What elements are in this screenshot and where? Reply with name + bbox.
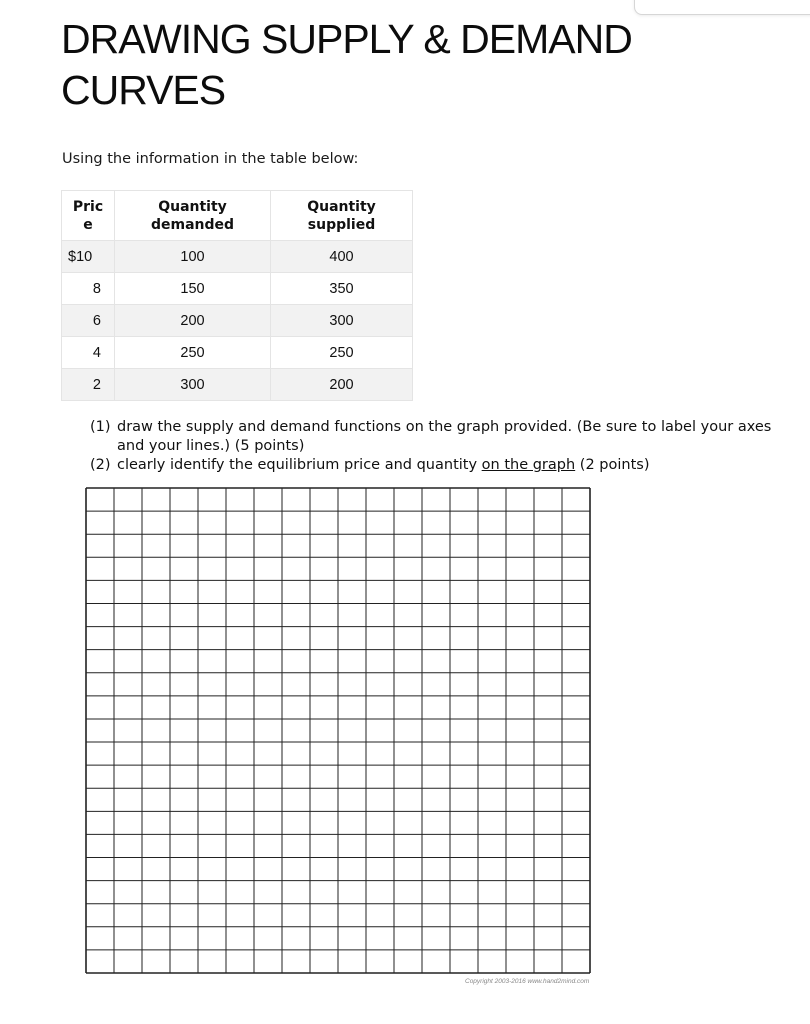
cell-price: 8 (62, 273, 115, 305)
instruction-number: (2) (90, 457, 111, 473)
cell-demanded: 150 (115, 273, 271, 305)
table-row (62, 337, 413, 369)
instruction-item (90, 456, 780, 475)
cell-supplied: 200 (271, 369, 413, 401)
table-row (62, 305, 413, 337)
instruction-text (117, 456, 780, 475)
instruction-number: (1) (90, 419, 111, 435)
table-header-row (62, 191, 413, 241)
instruction-text: draw the supply and demand functions on the graph provided. (Be sure to label your axes and your lines.) (5 points) (117, 419, 772, 454)
table-row (62, 241, 413, 273)
intro-text: Using the information in the table below: (62, 151, 359, 167)
instruction-item (90, 418, 780, 456)
header-quantity-demanded (115, 191, 271, 241)
instruction-text-end: (2 points) (575, 457, 650, 473)
header-supplied-label: Quantity supplied (307, 198, 376, 233)
cell-supplied: 400 (271, 241, 413, 273)
header-demanded-label: Quantity demanded (150, 198, 235, 233)
cell-demanded: 300 (115, 369, 271, 401)
cell-supplied: 250 (271, 337, 413, 369)
header-quantity-supplied (271, 191, 413, 241)
cell-demanded: 200 (115, 305, 271, 337)
page-title: DRAWING SUPPLY & DEMAND CURVES (61, 16, 632, 113)
cell-price: 4 (62, 337, 115, 369)
instructions-list (90, 418, 780, 475)
instruction-text-start: clearly identify the equilibrium price and quantity (117, 457, 482, 473)
cell-demanded: 250 (115, 337, 271, 369)
cell-supplied: 300 (271, 305, 413, 337)
graph-grid-svg (85, 487, 591, 975)
table-row (62, 369, 413, 401)
table-row (62, 273, 413, 305)
copyright-text: Copyright 2003-2016 www.hand2mind.com (465, 978, 590, 985)
cell-price: 2 (62, 369, 115, 401)
cell-price: 6 (62, 305, 115, 337)
supply-demand-table (61, 190, 413, 401)
cell-price: $10 (62, 241, 115, 273)
header-price (62, 191, 115, 241)
corner-card (634, 0, 810, 15)
graph-grid (85, 487, 591, 979)
cell-demanded: 100 (115, 241, 271, 273)
instruction-underlined-text: on the graph (481, 457, 576, 473)
cell-supplied: 350 (271, 273, 413, 305)
header-price-label: Pric e (72, 198, 104, 233)
